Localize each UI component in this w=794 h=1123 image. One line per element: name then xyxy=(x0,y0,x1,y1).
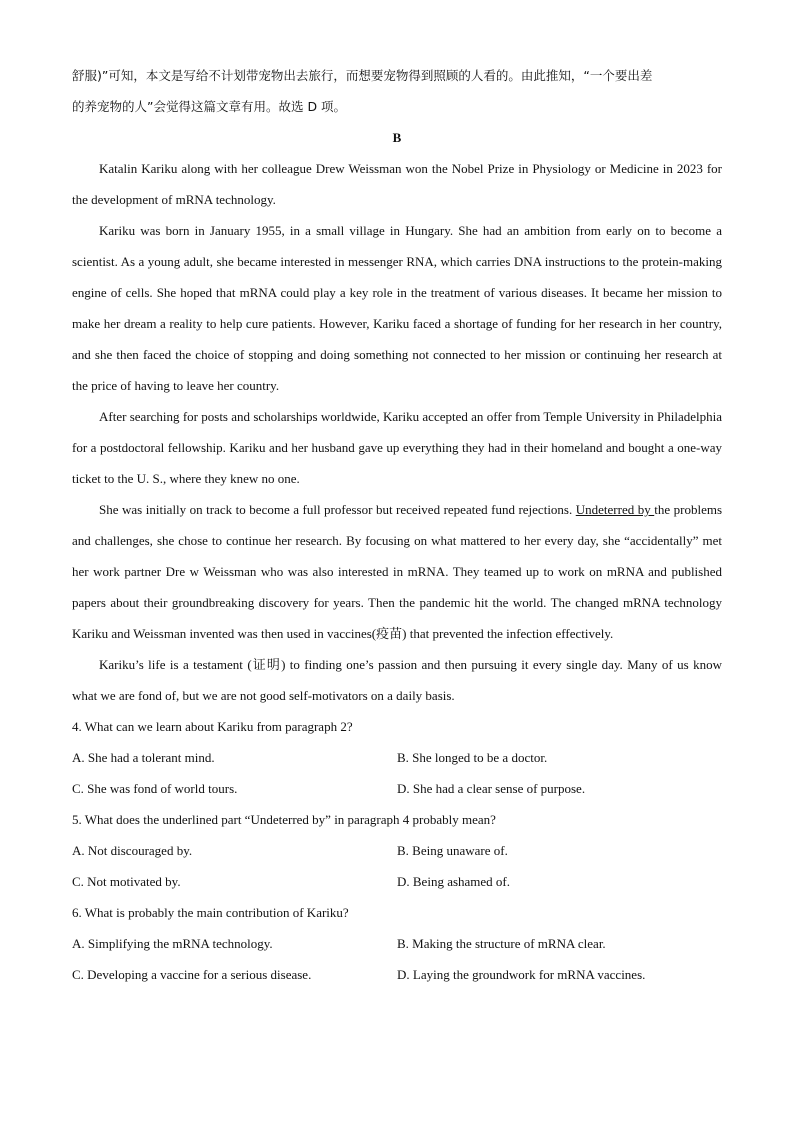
question-stem: 4. What can we learn about Kariku from paragraph 2? xyxy=(72,719,353,734)
option-row xyxy=(72,866,722,897)
option-c: C. Developing a vaccine for a serious disease. xyxy=(72,967,312,982)
option-row xyxy=(72,773,722,804)
question-4 xyxy=(72,711,722,804)
option-d: D. She had a clear sense of purpose. xyxy=(397,781,586,796)
option-c: C. She was fond of world tours. xyxy=(72,781,238,796)
section-label: B xyxy=(392,130,402,145)
paragraph-4-start: She was initially on track to become a full professor but received repeated fund rejections. xyxy=(99,502,576,517)
intro-line-1: 舒服)”可知，本文是写给不计划带宠物出去旅行，而想要宠物得到照顾的人看的。由此推知，“一个要出差 xyxy=(72,68,653,83)
paragraph-3: After searching for posts and scholarships worldwide, Kariku accepted an offer from Temple University in Philadelphia for a postdoctoral fellowship. Kariku and her husband gave up everything they had in their homeland and bought a one-way ticket to the U. S., where they knew no one. xyxy=(72,409,722,486)
question-6 xyxy=(72,897,722,990)
paragraph-4 xyxy=(72,494,722,649)
option-row xyxy=(72,959,722,990)
option-d: D. Being ashamed of. xyxy=(397,874,511,889)
option-b: B. Being unaware of. xyxy=(397,843,508,858)
option-row xyxy=(72,835,722,866)
question-5 xyxy=(72,804,722,897)
option-row xyxy=(72,742,722,773)
paragraph-5: Kariku’s life is a testament (证明) to finding one’s passion and then pursuing it every single day. Many of us know what we are fond of, but we are not good self-motivators on a daily basis. xyxy=(72,657,722,703)
underlined-phrase: Undeterred by xyxy=(575,502,655,517)
option-a: A. Not discouraged by. xyxy=(72,843,193,858)
paragraph-2: Kariku was born in January 1955, in a small village in Hungary. She had an ambition from early on to become a scientist. As a young adult, she became interested in messenger RNA, which carries DNA instructions to the protein-making engine of cells. She hoped that mRNA could play a key role in the treatment of various diseases. It became her mission to make her dream a reality to help cure patients. However, Kariku faced a shortage of funding for her research in her country, and she then faced the choice of stopping and doing something not connected to her mission or continuing her research at the price of having to leave her country. xyxy=(72,223,722,393)
paragraph-1: Katalin Kariku along with her colleague Drew Weissman won the Nobel Prize in Physiology or Medicine in 2023 for the development of mRNA technology. xyxy=(72,161,722,207)
question-stem: 5. What does the underlined part “Undeterred by” in paragraph 4 probably mean? xyxy=(72,812,496,827)
option-c: C. Not motivated by. xyxy=(72,874,181,889)
option-b: B. She longed to be a doctor. xyxy=(397,750,548,765)
intro-line-2: 的养宠物的人”会觉得这篇文章有用。故选 D 项。 xyxy=(72,99,347,114)
option-row xyxy=(72,928,722,959)
exam-page xyxy=(72,60,722,990)
option-d: D. Laying the groundwork for mRNA vaccines. xyxy=(397,967,646,982)
paragraph-4-end: the problems and challenges, she chose to continue her research. By focusing on what mattered to her every day, she “accidentally” met her work partner Dre w Weissman who was also interested in mRNA. They teamed up to work on mRNA and published papers about their groundbreaking discovery for years. Then the pandemic hit the world. The changed mRNA technology Kariku and Weissman invented was then used in vaccines(疫苗) that prevented the infection effectively. xyxy=(72,502,723,641)
question-stem: 6. What is probably the main contribution of Kariku? xyxy=(72,905,349,920)
option-a: A. Simplifying the mRNA technology. xyxy=(72,936,273,951)
option-a: A. She had a tolerant mind. xyxy=(72,750,215,765)
option-b: B. Making the structure of mRNA clear. xyxy=(397,936,606,951)
